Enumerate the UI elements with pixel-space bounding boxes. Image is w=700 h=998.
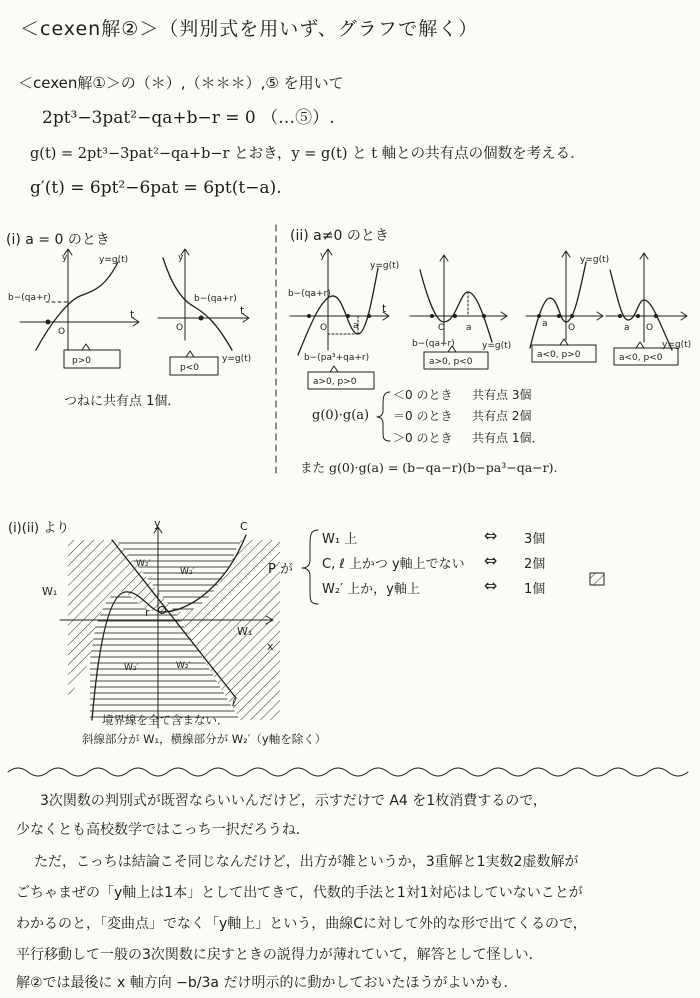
region-w2-label-c: W₂′ xyxy=(124,663,139,673)
legend-hatch-swatch xyxy=(590,573,604,585)
commentary-line-5: わかるのと，「変曲点」でなく「y軸上」という，曲線Cに対して外的な形で出てくるので， xyxy=(16,916,587,932)
case-ii-rule-lhs: g(0)·g(a) xyxy=(312,408,370,423)
case-ii-g2-curve-label: y=g(t) xyxy=(482,341,512,351)
region-note-1: 境界線を全て含まない． xyxy=(102,713,229,727)
case-i-g1-intercept: b−(qa+r) xyxy=(8,293,51,303)
region-w2-label-d: W₂′ xyxy=(176,661,191,671)
commentary-line-4: ごちゃまぜの「y軸上は1本」として出てきて，代数的手法と1対1対応はしていないことが xyxy=(16,885,583,901)
case-ii-rule-3-result: 共有点 1個． xyxy=(472,431,544,445)
case-ii-heading: (ii) a≠0 のとき xyxy=(290,228,389,244)
case-i-g2-axis-t: t xyxy=(240,304,245,317)
case-ii-graph-4 xyxy=(606,253,691,365)
case-i-g2-box: p<0 xyxy=(180,363,199,373)
case-ii-g1-intercept-top: b−(qa+r) xyxy=(288,289,331,299)
case-i-g2-axis-y: y xyxy=(178,253,184,263)
case-ii-g3-a: a xyxy=(542,319,548,329)
case-ii-graph-3 xyxy=(526,251,609,362)
case-i-graph-2 xyxy=(158,249,251,375)
region-c-label: C xyxy=(240,520,248,533)
case-ii-g3-curve-label: y=g(t) xyxy=(580,255,610,265)
intro-line-4: g′(t) = 6pt²−6pat = 6pt(t−a). xyxy=(30,178,282,198)
case-ii-g1-axis-t: t xyxy=(382,302,387,315)
region-axis-y: y xyxy=(154,517,161,530)
case-ii-rule-2-result: 共有点 2個 xyxy=(472,409,532,423)
p-item-1-cond: W₁ 上 xyxy=(322,532,358,547)
p-item-3-arrow: ⇔ xyxy=(484,576,498,595)
case-ii-g4-origin: O xyxy=(646,323,654,333)
case-i-g1-axis-t: t xyxy=(130,308,135,321)
region-w1-left-label: W₁ xyxy=(42,585,58,598)
region-note-2: 斜線部分が W₁，横線部分が W₂′（y軸を除く） xyxy=(82,732,327,746)
case-ii-graph-1 xyxy=(288,249,399,389)
case-ii-graph-2 xyxy=(410,255,511,369)
case-ii-g2-intercept: b−(qa+r) xyxy=(412,339,455,349)
case-i-g2-curve-label: y=g(t) xyxy=(222,354,252,364)
case-i-conclusion: つねに共有点 1個． xyxy=(64,394,181,409)
intro-line-2: 2pt³−3pat²−qa+b−r = 0 （…⑤）. xyxy=(42,108,335,128)
case-i-g1-box: p>0 xyxy=(72,356,91,366)
p-item-1-count: 3個 xyxy=(524,532,546,547)
p-label: P が xyxy=(268,562,293,577)
case-ii-g2-box: a>0, p<0 xyxy=(429,357,473,367)
case-ii-g2-a: a xyxy=(466,323,472,333)
case-ii-g4-curve-label: y=g(t) xyxy=(662,340,692,350)
case-i-graph-1 xyxy=(8,249,139,368)
case-ii-rule-1-result: 共有点 3個 xyxy=(472,388,532,402)
case-i-g1-origin: O xyxy=(58,327,66,337)
wavy-separator xyxy=(8,768,688,776)
case-ii-g2-origin: O xyxy=(438,323,446,333)
case-ii-also: また g(0)·g(a) = (b−qa−r)(b−pa³−qa−r). xyxy=(300,460,558,475)
commentary-line-3: ただ，こっちは結論こそ同じなんだけど，出方が雑というか，3重解と1実数2虚数解が xyxy=(34,854,579,870)
case-ii-rule-1-cond: ＜0 のとき xyxy=(393,388,453,402)
page-title: ＜cexen解②＞（判別式を用いず、グラフで解く） xyxy=(20,18,479,40)
p-item-3-count: 1個 xyxy=(524,582,546,597)
region-heading: (i)(ii) より xyxy=(8,521,70,536)
region-w1-right-label: W₁ xyxy=(237,625,253,638)
commentary-line-7: 解②では最後に x 軸方向 −b/3a だけ明示的に動かしておいたほうがよいかも． xyxy=(16,975,518,991)
case-ii-g1-box: a>0, p>0 xyxy=(313,377,357,387)
case-i-g1-axis-y: y xyxy=(62,253,68,263)
commentary-line-2: 少なくとも高校数学ではこっち一択だろうね． xyxy=(16,822,310,838)
commentary-line-1: 3次関数の判別式が既習ならいいんだけど，示すだけで A4 を1枚消費するので， xyxy=(40,793,547,809)
p-item-2-cond: C, ℓ 上かつ y軸上でない xyxy=(322,557,465,572)
case-i-g2-origin: O xyxy=(176,323,184,333)
case-ii-g3-box: a<0, p>0 xyxy=(537,350,581,360)
case-ii-g4-a: a xyxy=(624,323,630,333)
region-l-label: ℓ xyxy=(232,696,237,709)
case-ii-g1-a: a xyxy=(353,321,359,331)
case-ii-rule-3-cond: ＞0 のとき xyxy=(393,431,453,445)
case-i-heading: (i) a = 0 のとき xyxy=(6,232,110,248)
p-item-2-arrow: ⇔ xyxy=(484,551,498,570)
case-ii-g1-axis-y: y xyxy=(320,251,326,261)
case-i-g2-intercept: b−(qa+r) xyxy=(194,294,237,304)
intro-line-1: ＜cexen解①＞の（＊）,（＊＊＊）,⑤ を用いて xyxy=(18,74,344,92)
rules-brace xyxy=(377,392,390,441)
case-ii-g1-curve-label: y=g(t) xyxy=(370,261,400,271)
p-brace xyxy=(302,530,318,604)
case-ii-g3-origin: O xyxy=(568,323,576,333)
region-w2-label-b: W₂′ xyxy=(180,567,195,577)
region-w2-label-a: W₂′ xyxy=(136,559,151,569)
p-item-2-count: 2個 xyxy=(524,557,546,572)
intro-line-3: g(t) = 2pt³−3pat²−qa+b−r とおき，y = g(t) と t 軸との共有点の個数を考える． xyxy=(30,146,585,162)
case-i-g1-curve-label: y=g(t) xyxy=(99,255,129,265)
p-item-1-arrow: ⇔ xyxy=(484,526,498,545)
case-ii-g1-intercept-bottom: b−(pa³+qa+r) xyxy=(304,353,370,363)
p-item-3-cond: W₂′ 上か，y軸上 xyxy=(322,582,420,597)
case-ii-g1-origin: O xyxy=(320,323,328,333)
region-axis-x: x xyxy=(267,640,274,653)
region-r-label: r xyxy=(145,606,150,619)
case-ii-g4-box: a<0, p<0 xyxy=(619,353,663,363)
commentary-line-6: 平行移動して一般の3次関数に戻すときの説得力が薄れていて，解答として怪しい． xyxy=(16,947,543,963)
case-ii-rule-2-cond: ＝0 のとき xyxy=(393,409,453,423)
